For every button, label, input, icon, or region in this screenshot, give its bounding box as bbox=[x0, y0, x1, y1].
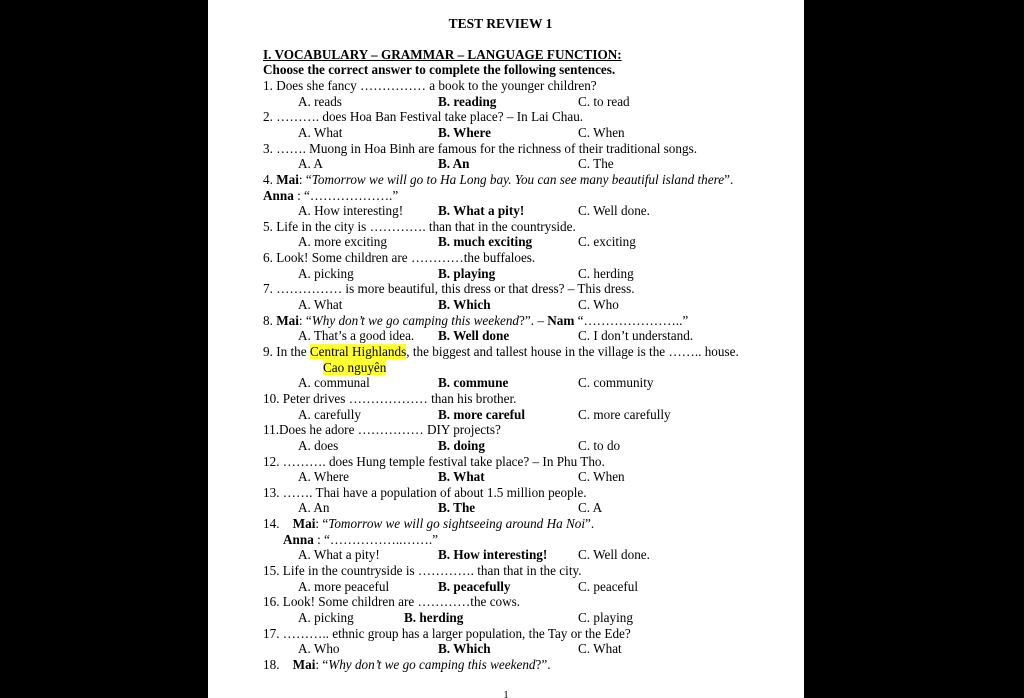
option-c: C. What bbox=[578, 641, 622, 657]
options-2 bbox=[263, 125, 798, 141]
question-number: 18. bbox=[263, 656, 293, 672]
section-heading: I. VOCABULARY – GRAMMAR – LANGUAGE FUNCTION: bbox=[263, 46, 622, 62]
annotation-line bbox=[263, 360, 798, 376]
quote-close: ?”. – bbox=[519, 312, 548, 328]
option-c: C. Well done. bbox=[578, 547, 650, 563]
option-c: C. When bbox=[578, 469, 625, 485]
question-text-start: 9. In the bbox=[263, 344, 310, 359]
option-b: B. more careful bbox=[438, 406, 526, 422]
speaker-name: Mai bbox=[292, 656, 316, 672]
option-a: A. A bbox=[298, 156, 323, 172]
option-a: A. carefully bbox=[298, 406, 361, 422]
reply-blank: “…………………..” bbox=[574, 312, 689, 328]
reply-blank: : “……………….” bbox=[293, 187, 399, 203]
speaker-name: Mai bbox=[276, 312, 299, 328]
options-15 bbox=[263, 579, 798, 595]
option-c: C. playing bbox=[578, 610, 633, 626]
option-b: B. Where bbox=[438, 124, 491, 140]
quote-text: Tomorrow we will go sightseeing around Ha Noi bbox=[328, 516, 586, 532]
option-b: B. herding bbox=[404, 610, 464, 626]
question-12: 12. ………. does Hung temple festival take place? – In Phu Tho. bbox=[263, 453, 605, 469]
question-2: 2. ………. does Hoa Ban Festival take place? – In Lai Chau. bbox=[263, 109, 584, 125]
option-b: B. Which bbox=[438, 297, 491, 313]
options-7 bbox=[263, 297, 798, 313]
question-8 bbox=[263, 313, 798, 329]
option-b: B. What a pity! bbox=[438, 203, 525, 219]
quote-close: ?”. bbox=[535, 656, 551, 672]
options-11 bbox=[263, 438, 798, 454]
question-6: 6. Look! Some children are …………the buffaloes. bbox=[263, 250, 536, 266]
document-page bbox=[208, 0, 804, 698]
speaker-name: Anna bbox=[263, 187, 294, 203]
option-a: A. Who bbox=[298, 641, 340, 657]
question-4 bbox=[263, 172, 798, 188]
options-3 bbox=[263, 156, 798, 172]
option-b: B. commune bbox=[438, 375, 509, 391]
options-6 bbox=[263, 266, 798, 282]
option-b: B. An bbox=[438, 156, 470, 172]
option-c: C. to read bbox=[578, 93, 630, 109]
option-a: A. Where bbox=[298, 469, 350, 485]
options-13 bbox=[263, 500, 798, 516]
question-4-reply bbox=[263, 188, 798, 204]
question-14-reply bbox=[263, 532, 798, 548]
option-a: A. An bbox=[298, 500, 330, 516]
option-c: C. exciting bbox=[578, 234, 636, 250]
option-a: A. more peaceful bbox=[298, 578, 390, 594]
option-a: A. That’s a good idea. bbox=[298, 328, 415, 344]
quote-close: ”. bbox=[724, 171, 734, 187]
speaker-name: Anna bbox=[283, 531, 314, 547]
highlighted-term: Central Highlands bbox=[309, 344, 407, 359]
option-c: C. peaceful bbox=[578, 578, 639, 594]
option-c: C. When bbox=[578, 124, 625, 140]
option-a: A. reads bbox=[298, 93, 342, 109]
document-content bbox=[263, 16, 798, 673]
option-c: C. The bbox=[578, 156, 614, 172]
question-7: 7. …………… is more beautiful, this dress or that dress? – This dress. bbox=[263, 281, 635, 297]
option-c: C. A bbox=[578, 500, 603, 516]
option-a: A. communal bbox=[298, 375, 370, 391]
question-13: 13. ……. Thai have a population of about 1.5 million people. bbox=[263, 484, 587, 500]
page-number: 1 bbox=[503, 689, 509, 698]
question-9 bbox=[263, 344, 798, 360]
quote-text: Tomorrow we will go to Ha Long bay. You can see many beautiful island there bbox=[311, 171, 725, 187]
option-c: C. Who bbox=[578, 297, 619, 313]
question-text-end: , the biggest and tallest house in the village is the …….. house. bbox=[406, 344, 739, 359]
option-a: A. What bbox=[298, 124, 343, 140]
option-c: C. community bbox=[578, 375, 654, 391]
question-14 bbox=[263, 516, 798, 532]
options-5 bbox=[263, 234, 798, 250]
option-a: A. How interesting! bbox=[298, 203, 404, 219]
options-12 bbox=[263, 469, 798, 485]
option-b: B. What bbox=[438, 469, 485, 485]
option-b: B. Which bbox=[438, 641, 491, 657]
question-number: 14. bbox=[263, 516, 293, 532]
options-16 bbox=[263, 610, 798, 626]
quote-text: Why don’t we go camping this weekend bbox=[311, 312, 520, 328]
option-b: B. The bbox=[438, 500, 476, 516]
reply-blank: : “……………..…….” bbox=[313, 531, 438, 547]
option-a: A. picking bbox=[298, 265, 354, 281]
quote-open: : “ bbox=[298, 312, 312, 328]
question-number: 8. bbox=[263, 312, 277, 328]
options-4 bbox=[263, 203, 798, 219]
option-b: B. peacefully bbox=[438, 578, 511, 594]
question-10: 10. Peter drives ……………… than his brother. bbox=[263, 390, 517, 406]
question-1: 1. Does she fancy …………… a book to the younger children? bbox=[263, 77, 597, 93]
quote-open: : “ bbox=[315, 516, 329, 532]
option-a: A. does bbox=[298, 437, 339, 453]
question-5: 5. Life in the city is …………. than that in the countryside. bbox=[263, 218, 576, 234]
question-15: 15. Life in the countryside is …………. than that in the city. bbox=[263, 563, 582, 579]
quote-open: : “ bbox=[315, 656, 329, 672]
option-c: C. more carefully bbox=[578, 406, 671, 422]
option-b: B. much exciting bbox=[438, 234, 533, 250]
quote-open: : “ bbox=[298, 171, 312, 187]
speaker-name: Mai bbox=[292, 516, 316, 532]
quote-close: ”. bbox=[585, 516, 595, 532]
highlighted-note: Cao nguyên bbox=[323, 359, 387, 375]
option-a: A. picking bbox=[298, 610, 354, 626]
speaker-name: Mai bbox=[276, 171, 299, 187]
option-b: B. doing bbox=[438, 437, 485, 453]
page-title: TEST REVIEW 1 bbox=[448, 16, 553, 31]
instruction: Choose the correct answer to complete the following sentences. bbox=[263, 62, 616, 78]
question-number: 4. bbox=[263, 171, 277, 187]
speaker-name: Nam bbox=[547, 312, 575, 328]
option-b: B. Well done bbox=[438, 328, 510, 344]
option-c: C. I don’t understand. bbox=[578, 328, 694, 344]
option-a: A. What a pity! bbox=[298, 547, 380, 563]
option-c: C. Well done. bbox=[578, 203, 650, 219]
options-10 bbox=[263, 407, 798, 423]
quote-text: Why don’t we go camping this weekend bbox=[328, 656, 536, 672]
option-c: C. to do bbox=[578, 437, 621, 453]
option-b: B. reading bbox=[438, 93, 497, 109]
option-c: C. herding bbox=[578, 265, 634, 281]
option-a: A. more exciting bbox=[298, 234, 387, 250]
options-17 bbox=[263, 641, 798, 657]
options-14 bbox=[263, 547, 798, 563]
option-b: B. How interesting! bbox=[438, 547, 548, 563]
question-3: 3. ……. Muong in Hoa Binh are famous for the richness of their traditional songs. bbox=[263, 140, 698, 156]
options-9 bbox=[263, 375, 798, 391]
question-11: 11.Does he adore …………… DIY projects? bbox=[263, 422, 501, 438]
question-18 bbox=[263, 657, 798, 673]
question-17: 17. ……….. ethnic group has a larger population, the Tay or the Ede? bbox=[263, 625, 631, 641]
question-16: 16. Look! Some children are …………the cows. bbox=[263, 594, 521, 610]
option-a: A. What bbox=[298, 297, 343, 313]
options-1 bbox=[263, 94, 798, 110]
options-8 bbox=[263, 328, 798, 344]
option-b: B. playing bbox=[438, 265, 496, 281]
